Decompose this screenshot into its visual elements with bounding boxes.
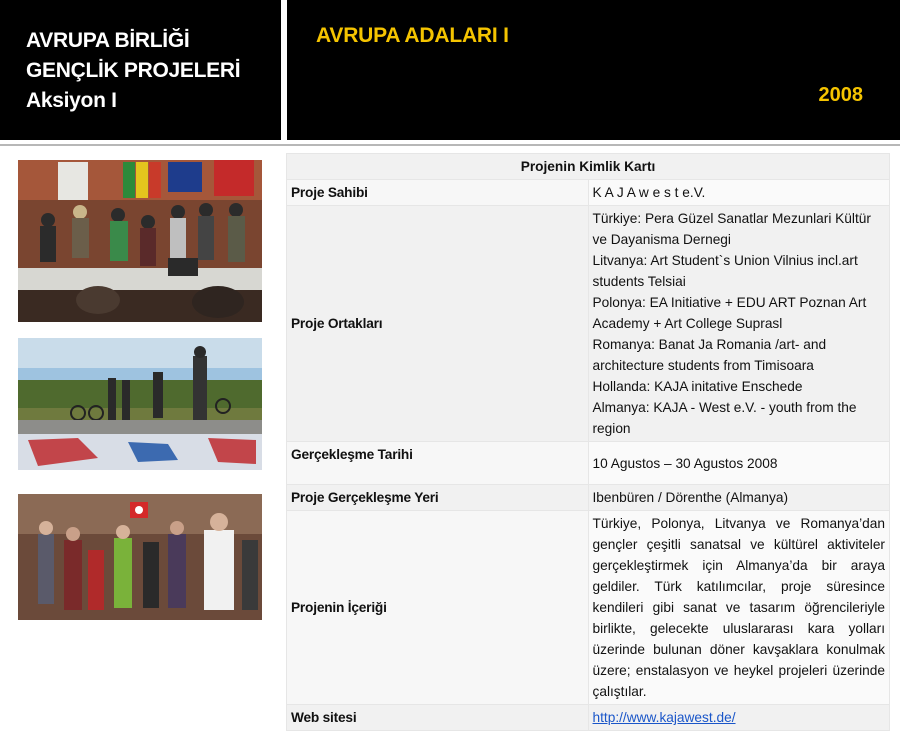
outdoor-road-photo bbox=[18, 338, 262, 470]
program-title-line-2: GENÇLİK PROJELERİ bbox=[26, 59, 241, 82]
dancing-group-photo bbox=[18, 494, 262, 620]
owner-row bbox=[287, 180, 890, 206]
card-heading-row bbox=[287, 154, 890, 180]
website-label: Web sitesi bbox=[287, 705, 589, 731]
website-link[interactable]: http://www.kajawest.de/ bbox=[592, 710, 736, 725]
place-row bbox=[287, 485, 890, 511]
project-year: 2008 bbox=[818, 84, 863, 106]
program-title-line-1: AVRUPA BİRLİĞİ bbox=[26, 29, 190, 52]
group-indoor-photo bbox=[18, 160, 262, 322]
content-label: Projenin İçeriği bbox=[287, 511, 589, 705]
content-row bbox=[287, 511, 890, 705]
project-title: AVRUPA ADALARI I bbox=[316, 24, 509, 47]
partner-item: Almanya: KAJA - West e.V. - youth from the region bbox=[592, 400, 857, 436]
date-label: Gerçekleşme Tarihi bbox=[287, 442, 589, 485]
date-row bbox=[287, 442, 890, 485]
date-value: 10 Agustos – 30 Agustos 2008 bbox=[588, 442, 890, 485]
partner-item: Türkiye: Pera Güzel Sanatlar Mezunlari Kültür ve Dayanisma Dernegi bbox=[592, 211, 871, 247]
header-divider bbox=[0, 144, 900, 146]
partner-item: Polonya: EA Initiative + EDU ART Poznan Art Academy + Art College Suprasl bbox=[592, 295, 867, 331]
owner-value: K A J A w e s t e.V. bbox=[588, 180, 890, 206]
program-title bbox=[26, 26, 240, 116]
header-right-panel bbox=[287, 0, 900, 140]
partners-value bbox=[588, 206, 890, 442]
partners-row bbox=[287, 206, 890, 442]
owner-label: Proje Sahibi bbox=[287, 180, 589, 206]
partners-label: Proje Ortakları bbox=[287, 206, 589, 442]
website-row bbox=[287, 705, 890, 731]
program-title-line-3: Aksiyon I bbox=[26, 89, 117, 112]
place-label: Proje Gerçekleşme Yeri bbox=[287, 485, 589, 511]
project-id-card bbox=[286, 153, 890, 731]
place-value: Ibenbüren / Dörenthe (Almanya) bbox=[588, 485, 890, 511]
partner-item: Hollanda: KAJA initative Enschede bbox=[592, 379, 803, 394]
content-value: Türkiye, Polonya, Litvanya ve Romanya’dan gençler çeşitli sanatsal ve kültürel aktiviteler gerçekleştirmek için Almanya’da bir araya geldiler. Türk katılımcılar, proje süresince kendileri gibi sanat ve tasarım öğrencileriyle birlikte, gelecekte uluslararası kara yolları üzerinde bulunan döner kavşaklara konulmak üzere; enstalasyon ve heykel projeleri üzerinde çalıştılar. bbox=[588, 511, 890, 705]
partner-item: Romanya: Banat Ja Romania /art- and architecture students from Timisoara bbox=[592, 337, 827, 373]
partner-item: Litvanya: Art Student`s Union Vilnius incl.art students Telsiai bbox=[592, 253, 858, 289]
website-cell bbox=[588, 705, 890, 731]
card-heading: Projenin Kimlik Kartı bbox=[287, 154, 890, 180]
